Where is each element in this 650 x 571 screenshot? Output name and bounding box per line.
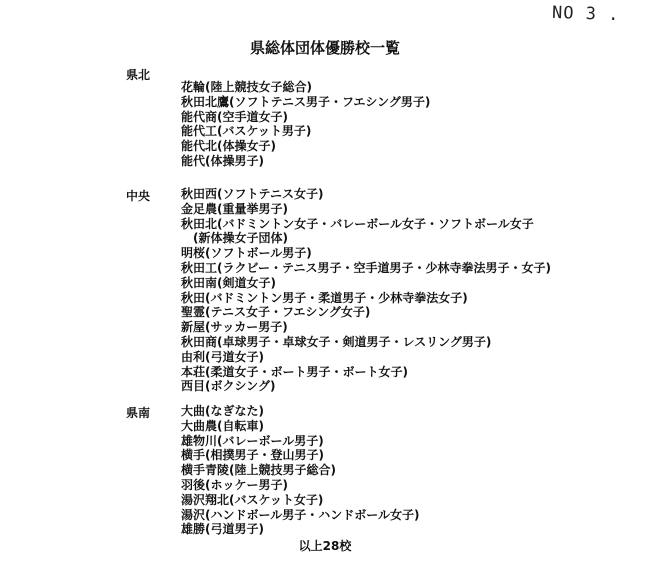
school-entry: 雄勝(弓道男子) bbox=[181, 522, 264, 537]
school-entry: 西目(ボクシング) bbox=[181, 379, 276, 394]
school-entry: 新屋(サッカー男子) bbox=[181, 320, 288, 335]
school-entry: 能代工(バスケット男子) bbox=[181, 124, 312, 139]
school-entry: 本荘(柔道女子・ボート男子・ボート女子) bbox=[181, 364, 408, 379]
school-entry: 秋田北(バドミントン女子・バレーボール女子・ソフトボール女子 bbox=[181, 216, 534, 231]
school-entry: 秋田工(ラクビー・テニス男子・空手道男子・少林寺拳法男子・女子) bbox=[181, 260, 552, 275]
school-entry: 秋田北鷹(ソフトテニス男子・フエシング男子) bbox=[181, 94, 431, 109]
school-entry: 金足農(重量挙男子) bbox=[181, 201, 288, 216]
school-entry: 能代北(体操女子) bbox=[181, 139, 276, 154]
document-title: 県総体団体優勝校一覧 bbox=[249, 39, 400, 57]
school-entry-continuation: (新体操女子団体) bbox=[193, 231, 288, 246]
school-entry: 横手(相撲男子・登山男子) bbox=[181, 448, 324, 463]
school-entry: 秋田西(ソフトテニス女子) bbox=[181, 187, 324, 201]
school-entry: 由利(弓道女子) bbox=[181, 349, 264, 364]
school-list-kenhoku bbox=[181, 80, 430, 169]
handwritten-page-number: NO 3 . bbox=[551, 2, 620, 26]
school-entry: 能代(体操男子) bbox=[181, 153, 264, 168]
school-entry: 羽後(ホッケー男子) bbox=[181, 477, 288, 492]
region-label-chuo: 中央 bbox=[126, 189, 151, 203]
school-entry: 湯沢翔北(バスケット女子) bbox=[181, 492, 324, 507]
school-entry: 大曲(なぎなた) bbox=[181, 404, 264, 418]
school-entry: 横手青陵(陸上競技男子総合) bbox=[181, 463, 336, 478]
school-entry: 湯沢(ハンドボール男子・ハンドボール女子) bbox=[181, 507, 420, 522]
school-entry: 大曲農(自転車) bbox=[181, 418, 264, 433]
school-list-chuo bbox=[181, 187, 551, 394]
school-entry: 花輪(陸上競技女子総合) bbox=[181, 80, 312, 94]
school-entry: 秋田(バドミントン男子・柔道男子・少林寺拳法女子) bbox=[181, 290, 468, 305]
school-list-kennan bbox=[181, 404, 420, 537]
school-entry: 聖霊(テニス女子・フエシング女子) bbox=[181, 305, 371, 320]
school-entry: 明桜(ソフトボール男子) bbox=[181, 246, 312, 261]
region-label-kenhoku: 県北 bbox=[126, 68, 151, 82]
school-entry: 秋田商(卓球男子・卓球女子・剣道男子・レスリング男子) bbox=[181, 334, 492, 349]
total-count-footer: 以上28校 bbox=[298, 539, 352, 553]
region-label-kennan: 県南 bbox=[126, 406, 151, 420]
school-entry: 秋田南(剣道女子) bbox=[181, 275, 276, 290]
school-entry: 雄物川(バレーボール男子) bbox=[181, 433, 324, 448]
school-entry: 能代商(空手道女子) bbox=[181, 109, 288, 124]
